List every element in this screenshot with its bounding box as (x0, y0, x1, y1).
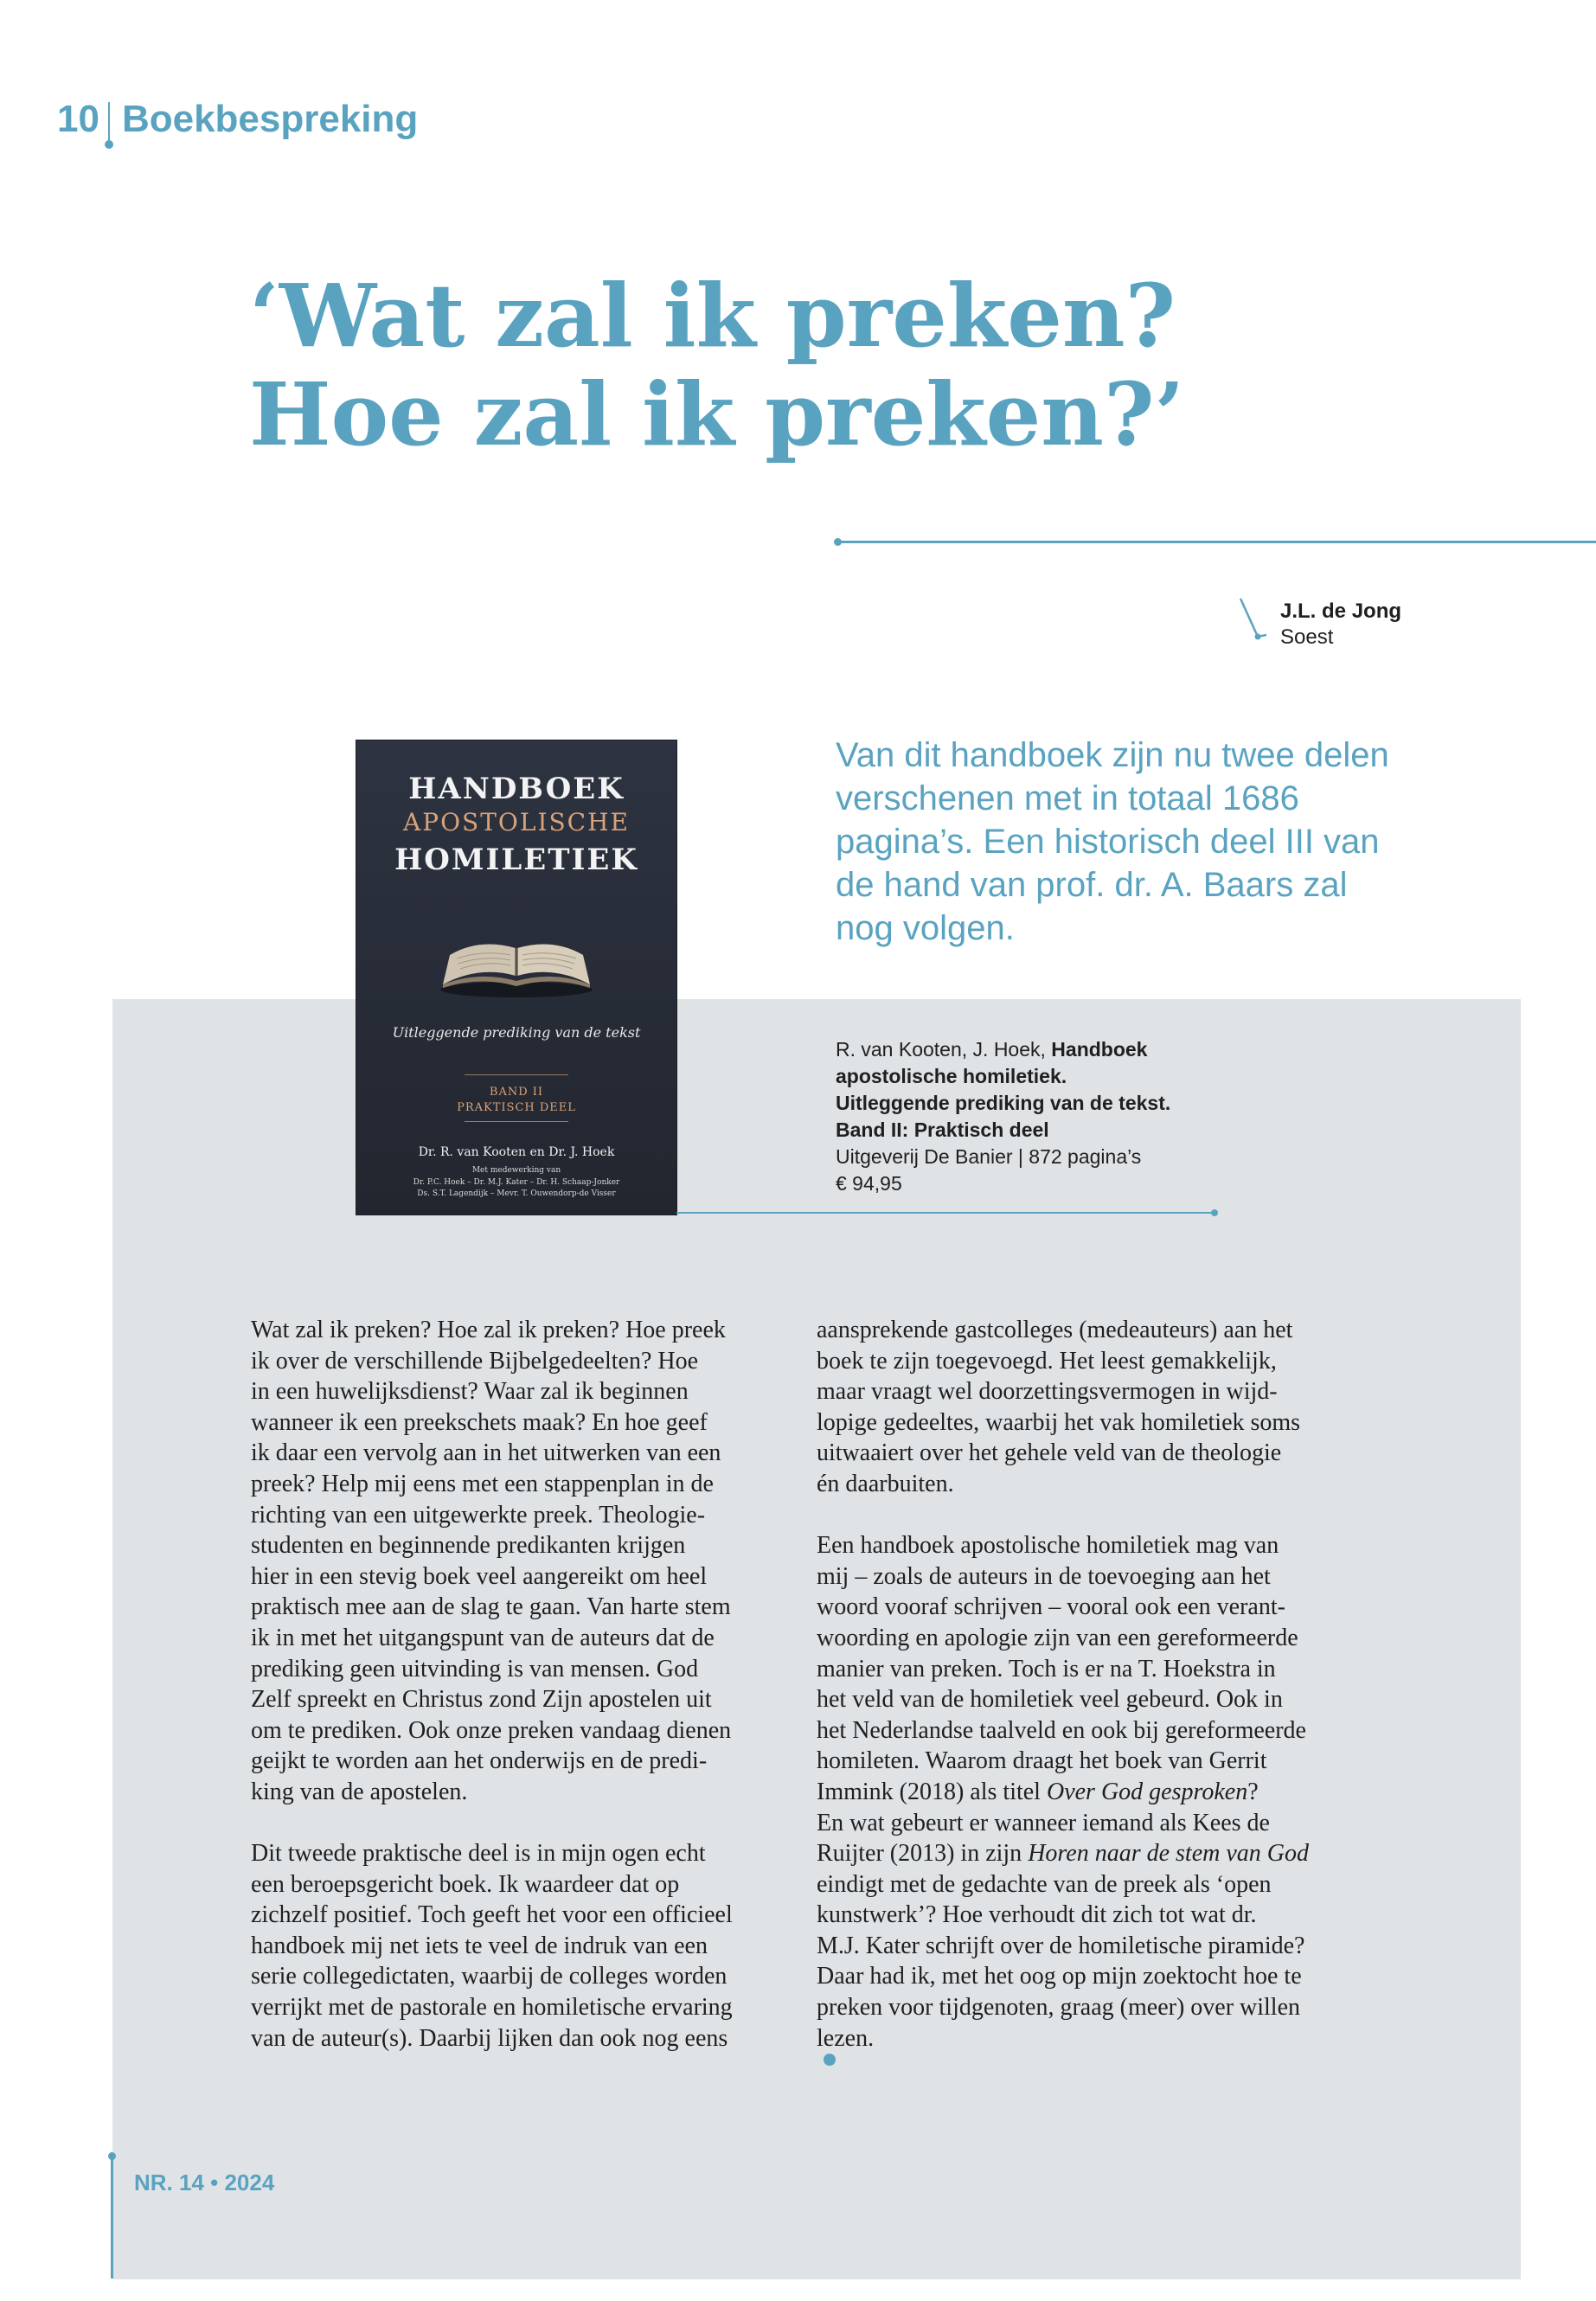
cover-rule (465, 1074, 568, 1075)
section-label: Boekbespreking (121, 98, 419, 140)
article-title (249, 266, 1374, 464)
cover-subtitle: Uitleggende prediking van de tekst (392, 1024, 641, 1041)
details-publisher: Uitgeverij De Banier | 872 pagina’s (836, 1145, 1142, 1168)
text-line: hier in een stevig boek veel aangereikt om heel (251, 1562, 708, 1590)
paragraph-2 (251, 1838, 804, 2054)
book-details (836, 1036, 1320, 1197)
open-bible-icon (436, 936, 597, 998)
text-line: Een handboek apostolische homiletiek mag van (817, 1532, 1279, 1560)
title-line-2: Hoe zal ik preken?’ (249, 363, 1185, 465)
cover-band (356, 1085, 676, 1116)
text-line: een beroepsgericht boek. Ik waardeer dat op (251, 1870, 680, 1898)
text-line: het Nederlandse taalveld en ook bij gereformeerde (817, 1716, 1306, 1744)
text-line: M.J. Kater schrijft over de homiletische piramide? (817, 1932, 1305, 1959)
text-line (817, 1838, 1370, 1869)
paragraph-4 (817, 1530, 1370, 2066)
text-line: om te prediken. Ook onze preken vandaag dienen (251, 1716, 732, 1744)
book-divider (676, 1212, 1215, 1214)
author-name: J.L. de Jong (1280, 599, 1402, 623)
details-authors: R. van Kooten, J. Hoek, (836, 1038, 1046, 1061)
cover-band-number: BAND II (489, 1086, 544, 1099)
text-line: richting van een uitgewerkte preek. Theologie- (251, 1501, 706, 1529)
text-line: in een huwelijksdienst? Waar zal ik beginnen (251, 1378, 689, 1406)
author-place: Soest (1280, 625, 1334, 649)
text-line: ik over de verschillende Bijbelgedeelten? Hoe (251, 1347, 699, 1375)
cover-title-1: HANDBOEK (408, 772, 625, 806)
cover-contributors-line-1: Dr. P.C. Hoek – Dr. M.J. Kater – Dr. H. Schaap-Jonker (413, 1178, 620, 1187)
text-line: ik in met het uitgangspunt van de auteurs dat de (251, 1624, 715, 1651)
text-line: ik daar een vervolg aan in het uitwerken van een (251, 1439, 721, 1467)
line-text: lezen. (817, 2024, 875, 2052)
intro-text: Van dit handboek zijn nu twee delen verschenen met in totaal 1686 pagina’s. Een historisch deel III van de hand van prof. dr. A. Baars zal nog volgen. (836, 736, 1389, 947)
text-line: preken voor tijdgenoten, graag (meer) over willen (817, 1994, 1301, 2022)
text-line: prediking geen uitvinding is van mensen. God (251, 1655, 699, 1682)
text-line: het veld van de homiletiek veel gebeurd. Ook in (817, 1686, 1283, 1714)
text-line: maar vraagt wel doorzettingsvermogen in wijd- (817, 1378, 1278, 1406)
text-line: boek te zijn toegevoegd. Het leest gemakkelijk, (817, 1347, 1277, 1375)
text-line: serie collegedictaten, waarbij de colleges worden (251, 1963, 727, 1990)
details-volume: Band II: Praktisch deel (836, 1118, 1049, 1141)
text-line: homileten. Waarom draagt het boek van Gerrit (817, 1747, 1267, 1775)
text-line: lopige gedeeltes, waarbij het vak homiletiek soms (817, 1408, 1301, 1436)
text-line: wanneer ik een preekschets maak? En hoe geef (251, 1408, 708, 1436)
line-text: Immink (2018) als titel (817, 1778, 1047, 1805)
text-line: praktisch mee aan de slag te gaan. Van harte stem (251, 1593, 731, 1621)
text-line: verrijkt met de pastorale en homiletische ervaring (251, 1994, 733, 2022)
end-mark-icon (824, 2054, 836, 2066)
text-line: eindigt met de gedachte van de preek als ‘open (817, 1870, 1272, 1898)
text-line: preek? Help mij eens met een stappenplan in de (251, 1470, 714, 1497)
page-number: 10 (57, 98, 99, 140)
book-cover-image (356, 740, 676, 1215)
paragraph-3 (817, 1315, 1370, 1500)
details-subtitle: Uitleggende prediking van de tekst. (836, 1092, 1171, 1114)
article-column-left (251, 1315, 804, 2054)
line-text: ? (1247, 1778, 1259, 1805)
text-line: Zelf spreekt en Christus zond Zijn apostelen uit (251, 1686, 712, 1714)
text-line: Wat zal ik preken? Hoe zal ik preken? Hoe preek (251, 1317, 726, 1343)
details-price: € 94,95 (836, 1172, 902, 1195)
text-line: studenten en beginnende predikanten krijgen (251, 1532, 686, 1560)
title-divider (837, 541, 1596, 543)
text-line: Daar had ik, met het oog op mijn zoektocht hoe te (817, 1963, 1302, 1990)
text-line: handboek mij net iets te veel de indruk van een (251, 1932, 708, 1959)
cover-title-3: HOMILETIEK (394, 843, 638, 877)
text-line: woord vooraf schrijven – vooral ook een verant- (817, 1593, 1285, 1621)
text-line: woording en apologie zijn van een gereformeerde (817, 1624, 1298, 1651)
text-line: king van de apostelen. (251, 1778, 468, 1805)
paragraph-1 (251, 1315, 804, 1808)
page-header (57, 93, 418, 145)
text-line: én daarbuiten. (817, 1470, 954, 1497)
issue-footer: NR. 14 • 2024 (134, 2170, 275, 2195)
cover-rule-2 (465, 1121, 568, 1122)
text-line: kunstwerk’? Hoe verhoudt dit zich tot wat dr. (817, 1901, 1257, 1929)
header-divider (108, 102, 110, 144)
details-title-a: Handboek (1051, 1038, 1148, 1061)
title-line-1: ‘Wat zal ik preken? (249, 265, 1176, 367)
cover-contributors (356, 1177, 676, 1200)
text-line: aansprekende gastcolleges (medeauteurs) aan het (817, 1317, 1293, 1343)
text-line: En wat gebeurt er wanneer iemand als Kees de (817, 1809, 1270, 1836)
cover-title-2: APOSTOLISCHE (403, 808, 630, 836)
text-line: zichzelf positief. Toch geeft het voor een officieel (251, 1901, 733, 1929)
footer-accent-line (111, 2156, 113, 2279)
details-title-b: apostolische homiletiek. (836, 1065, 1067, 1087)
book-title-emphasis: Over God gesproken (1046, 1778, 1248, 1805)
text-line (817, 1777, 1370, 1808)
text-line: manier van preken. Toch is er na T. Hoekstra in (817, 1655, 1276, 1682)
line-text: Ruijter (2013) in zijn (817, 1840, 1029, 1868)
author-byline (1280, 599, 1401, 651)
cover-contributors-line-2: Ds. S.T. Lagendijk – Mevr. T. Ouwendorp-de Visser (417, 1189, 616, 1198)
text-line: mij – zoals de auteurs in de toevoeging aan het (817, 1562, 1271, 1590)
text-line (817, 2023, 1370, 2067)
article-column-right (817, 1315, 1370, 2066)
cover-authors: Dr. R. van Kooten en Dr. J. Hoek (418, 1145, 615, 1159)
cover-band-part: PRAKTISCH DEEL (457, 1101, 576, 1114)
text-line: geijkt te worden aan het onderwijs en de predi- (251, 1747, 708, 1775)
cover-contributors-label: Met medewerking van (471, 1166, 561, 1175)
book-title-emphasis: Horen naar de stem van God (1028, 1840, 1309, 1868)
text-line: Dit tweede praktische deel is in mijn ogen echt (251, 1840, 706, 1868)
text-line: van de auteur(s). Daarbij lijken dan ook nog eens (251, 2024, 728, 2052)
text-line: uitwaaiert over het gehele veld van de theologie (817, 1439, 1282, 1467)
author-pointer-icon (1239, 597, 1268, 645)
